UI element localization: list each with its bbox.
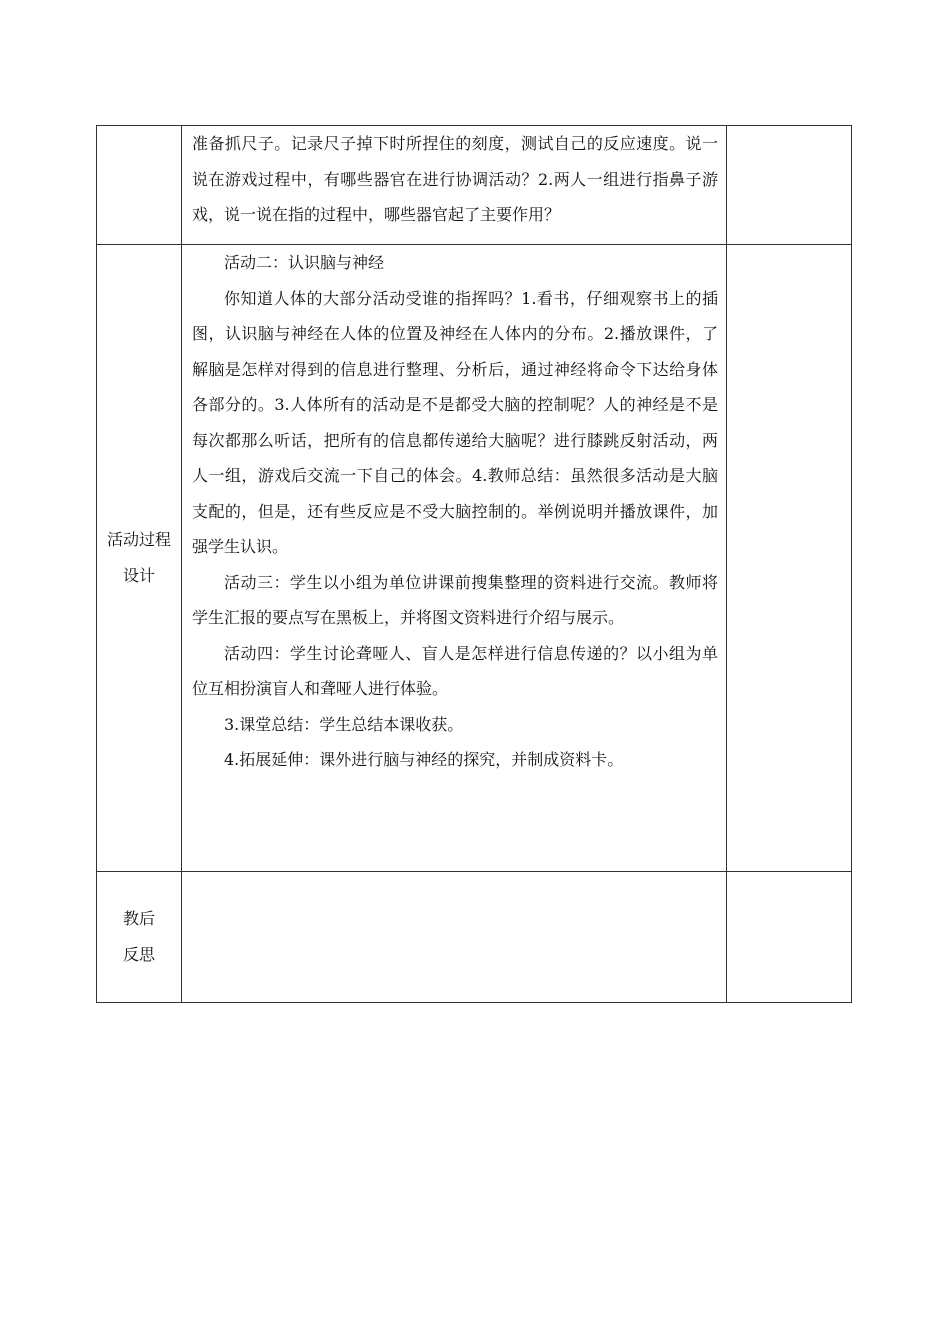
row-label-line: 教后 bbox=[122, 909, 155, 928]
reflection-cell bbox=[182, 872, 727, 1003]
paragraph: 准备抓尺子。记录尺子掉下时所捏住的刻度，测试自己的反应速度。说一说在游戏过程中，有哪些器官在进行协调活动？2.两人一组进行指鼻子游戏，说一说在指的过程中，哪些器官起了主要作用？ bbox=[192, 134, 718, 224]
table-row bbox=[97, 126, 852, 245]
row-label-line: 设计 bbox=[122, 566, 155, 585]
row-label-line: 活动过程 bbox=[106, 530, 171, 549]
row-content-cell bbox=[182, 126, 727, 245]
note-cell bbox=[727, 872, 852, 1003]
lesson-plan-table bbox=[96, 125, 852, 1003]
paragraph: 活动四：学生讨论聋哑人、盲人是怎样进行信息传递的？以小组为单位互相扮演盲人和聋哑人进行体验。 bbox=[192, 643, 718, 698]
table-row bbox=[97, 872, 852, 1003]
row-label-cell bbox=[97, 126, 182, 245]
note-cell bbox=[727, 245, 852, 872]
paragraph: 4.拓展延伸：课外进行脑与神经的探究，并制成资料卡。 bbox=[224, 750, 624, 769]
row-label-cell bbox=[97, 245, 182, 872]
row-label-line: 反思 bbox=[122, 945, 155, 964]
paragraph: 3.课堂总结：学生总结本课收获。 bbox=[224, 714, 464, 734]
activity-heading: 活动二：认识脑与神经 bbox=[224, 253, 385, 272]
row-label-cell bbox=[97, 872, 182, 1003]
table-row bbox=[97, 245, 852, 872]
paragraph: 你知道人体的大部分活动受谁的指挥吗？1.看书，仔细观察书上的插图，认识脑与神经在人体的位置及神经在人体内的分布。2.播放课件，了解脑是怎样对得到的信息进行整理、分析后，通过神经将命令下达给身体各部分的。3.人体所有的活动是不是都受大脑的控制呢？人的神经是不是每次都那么听话，把所有的信息都传递给大脑呢？进行膝跳反射活动，两人一组，游戏后交流一下自己的体会。4.教师总结：虽然很多活动是大脑支配的，但是，还有些反应是不受大脑控制的。举例说明并播放课件，加强学生认识。 bbox=[192, 288, 718, 556]
paragraph: 活动三：学生以小组为单位讲课前搜集整理的资料进行交流。教师将学生汇报的要点写在黑板上，并将图文资料进行介绍与展示。 bbox=[192, 572, 718, 627]
row-content-cell bbox=[182, 245, 727, 872]
note-cell bbox=[727, 126, 852, 245]
